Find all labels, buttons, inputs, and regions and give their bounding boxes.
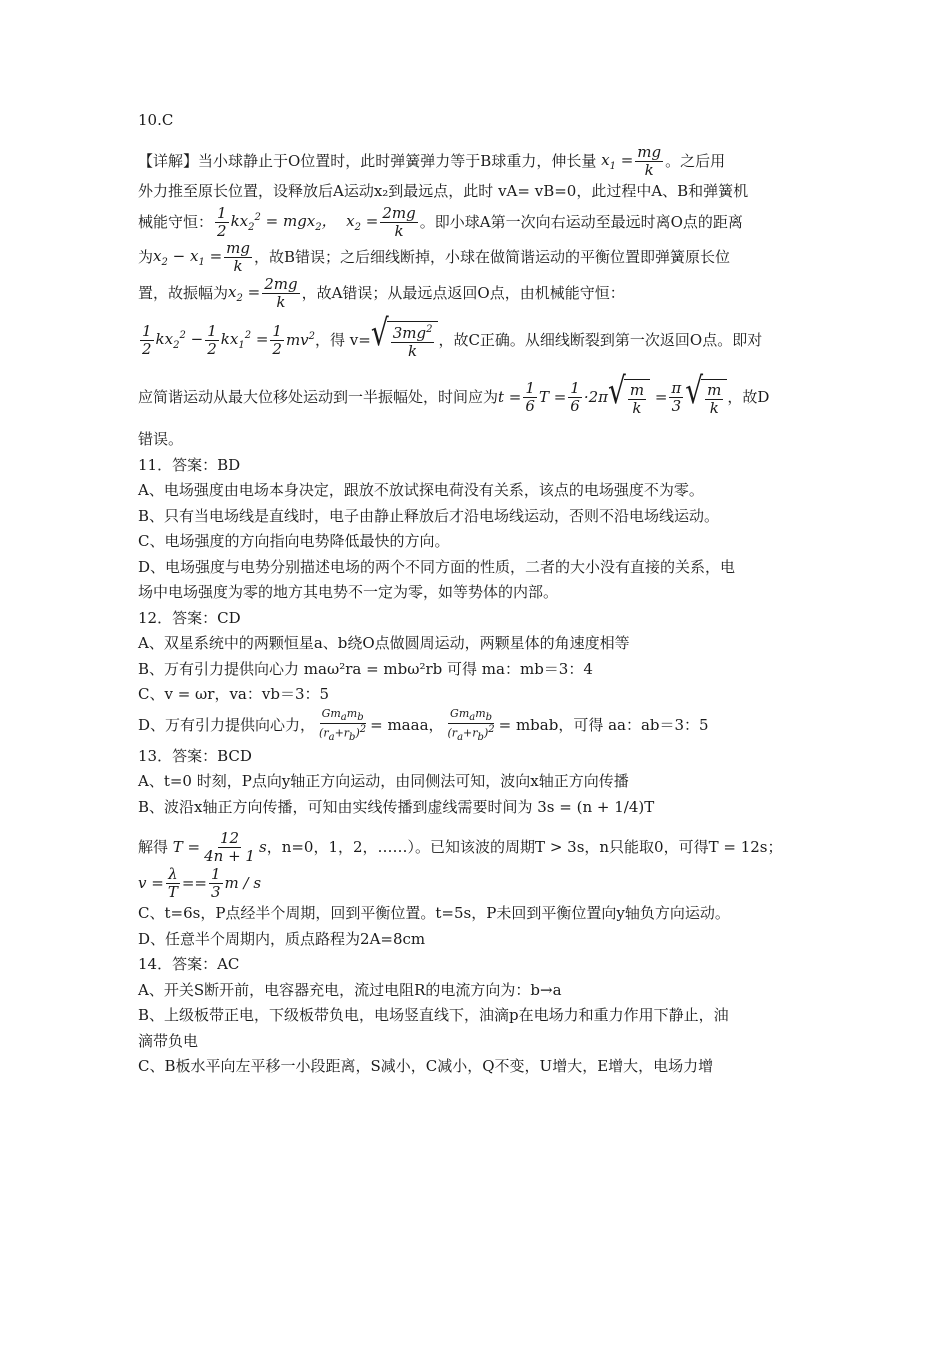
q10-text: 。即小球A第一次向右运动至最远时离O点的距离 (419, 212, 743, 231)
q11-option-c: C、电场强度的方向指向电势降低最快的方向。 (138, 532, 450, 550)
q14-option-b: B、上级板带正电，下级板带负电，电场竖直线下，油滴p在电场力和重力作用下静止，油 (138, 1006, 729, 1025)
q10-text: 【详解】当小球静止于O位置时，此时弹簧弹力等于B球重力，伸长量 (138, 151, 597, 170)
q10-text: ，故A错误；从最远点返回O点，由机械能守恒： (301, 283, 625, 302)
sqrt-m-k: √ $\frac{m}{k}$ (608, 379, 650, 418)
q10-line-6: $\frac{1}{2}$ $kx_2^2$ − $\frac{1}{2}$ $kx_1^2$ = $\frac{1}{2}$ $mv^2$ ，得 v= √ $\frac{3mg^2}{k}$ ，故C正确。从细线断裂到第一次返回O点。即对 (142, 311, 763, 361)
q12-option-c: C、v = ωr，va：vb＝3：5 (138, 685, 330, 703)
q10-line-8: 错误。 (138, 430, 184, 448)
q11-option-a: A、电场强度由电场本身决定，跟放不放试探电荷没有关系，该点的电场强度不为零。 (138, 481, 704, 499)
fraction-2mg-k: $\frac{2mg}{k}$ (264, 274, 298, 311)
q13-solution: 解得 T = $\frac{12}{4n + 1}$ s ，n=0，1，2，……）。已知该波的周期T > 3s，n只能取0，可得T = 12s； (138, 829, 783, 866)
fraction-lambda-t: $\frac{\lambda}{T}$ (167, 864, 178, 901)
q10-line-4 (138, 240, 810, 276)
fraction-pi-3: $\frac{\pi}{3}$ (671, 379, 682, 416)
q10-text: 应简谐运动从最大位移处运动到一半振幅处，时间应为 (138, 388, 499, 406)
q11-heading: 11．答案：BD (138, 455, 241, 474)
fraction-half: $\frac{1}{2}$ (142, 322, 152, 359)
fraction-half: $\frac{1}{2}$ (207, 322, 217, 359)
q10-text: ，得 v= (315, 331, 371, 349)
q10-text: 械能守恒： (138, 212, 214, 231)
q11-option-d: D、电场强度与电势分别描述电场的两个不同方面的性质，二者的大小没有直接的关系，电 (138, 557, 736, 576)
q13-option-a: A、t=0 时刻，P点向y轴正方向运动，由同侧法可知，波向x轴正方向传播 (138, 772, 629, 791)
fraction-one-third: $\frac{1}{3}$ (210, 864, 221, 901)
fraction-half: $\frac{1}{2}$ (217, 203, 227, 240)
formula-energy: $kx_2^2 = mgx_2$， $x_2$ = (230, 211, 379, 233)
q10-line-2: 外力推至原长位置，设释放后A运动x₂到最远点，此时 vA= vB=0，此过程中A、B和弹簧机 (138, 182, 749, 200)
q10-line-3 (138, 205, 810, 241)
fraction-half: $\frac{1}{2}$ (272, 322, 282, 359)
q12-option-a: A、双星系统中的两颗恒星a、b绕O点做圆周运动，两颗星体的角速度相等 (138, 634, 630, 652)
formula-amplitude: $x_2$ = (228, 282, 261, 304)
q14-option-b-cont: 滴带负电 (138, 1031, 199, 1050)
q11-option-b: B、只有当电场线是直线时，电子由静止释放后才沿电场线运动，否则不沿电场线运动。 (138, 506, 720, 525)
q10-line-5 (138, 276, 810, 312)
q12-heading: 12．答案：CD (138, 608, 241, 627)
q10-heading: 10.C (138, 111, 174, 129)
fraction-one-sixth: $\frac{1}{6}$ (570, 379, 580, 416)
q10-text: ，故B错误；之后细线断掉，小球在做简谐运动的平衡位置即弹簧原长位 (253, 248, 731, 266)
q10-text: ，故C正确。从细线断裂到第一次返回O点。即对 (438, 331, 763, 349)
q12-option-d: D、万有引力提供向心力， $\frac{Gm_am_b}{(r_a+r_b)^2}$ = maaa， $\frac{Gm_am_b}{(r_a+r_b)^2}$ = mbab，可得 aa：ab＝3：5 (138, 706, 709, 744)
q13-option-d: D、任意半个周期内，质点路程为2A=8cm (138, 929, 426, 948)
q10-text: 。之后用 (665, 151, 726, 170)
sqrt-expression: √ $\frac{3mg^2}{k}$ (371, 321, 439, 361)
sqrt-m-k: √ $\frac{m}{k}$ (685, 379, 727, 418)
q14-heading: 14．答案：AC (138, 955, 240, 974)
q13-velocity: v = $\frac{\lambda}{T}$ == $\frac{1}{3}$ m / s (138, 864, 262, 901)
q10-text: 置，故振幅为 (138, 283, 229, 302)
q10-line-1 (138, 144, 810, 180)
fraction-gravity: $\frac{Gm_am_b}{(r_a+r_b)^2}$ (447, 706, 495, 744)
q10-text: 为 (138, 248, 154, 266)
fraction-gravity: $\frac{Gm_am_b}{(r_a+r_b)^2}$ (319, 706, 367, 744)
fraction-mg-k: $\frac{mg}{k}$ (226, 239, 250, 276)
fraction-mg-k: $\frac{mg}{k}$ (637, 142, 662, 179)
q12-option-b: B、万有引力提供向心力 maω²ra = mbω²rb 可得 ma：mb＝3：4 (138, 659, 593, 678)
q13-option-b: B、波沿x轴正方向传播，可知由实线传播到虚线需要时间为 3s = (n + 1/4)T (138, 797, 655, 816)
formula-diff: $x_2 - x_1$ = (153, 247, 223, 269)
fraction-one-sixth: $\frac{1}{6}$ (525, 379, 535, 416)
q10-text: ，故D (727, 388, 770, 406)
q13-option-c: C、t=6s，P点经半个周期，回到平衡位置。t=5s，P未回到平衡位置向y轴负方向运动。 (138, 904, 730, 923)
formula-x1: $x_1$ = (596, 150, 634, 172)
q10-line-7: 应简谐运动从最大位移处运动到一半振幅处，时间应为 t = $\frac{1}{6}$ T = $\frac{1}{6}$ ·2π √ $\frac{m}{k}$ = $\frac{\pi}{3}$ √ $\frac{m}{k}$ ，故D (138, 368, 770, 417)
q14-option-c: C、B板水平向左平移一小段距离，S减小，C减小，Q不变，U增大，E增大，电场力增 (138, 1057, 714, 1076)
q11-option-d-cont: 场中电场强度为零的地方其电势不一定为零，如等势体的内部。 (138, 583, 559, 601)
q13-heading: 13．答案：BCD (138, 746, 252, 765)
fraction-2mg-k: $\frac{2mg}{k}$ (382, 203, 416, 240)
q14-option-a: A、开关S断开前，电容器充电，流过电阻R的电流方向为：b→a (138, 980, 562, 999)
fraction-period: $\frac{12}{4n + 1}$ (204, 829, 255, 866)
